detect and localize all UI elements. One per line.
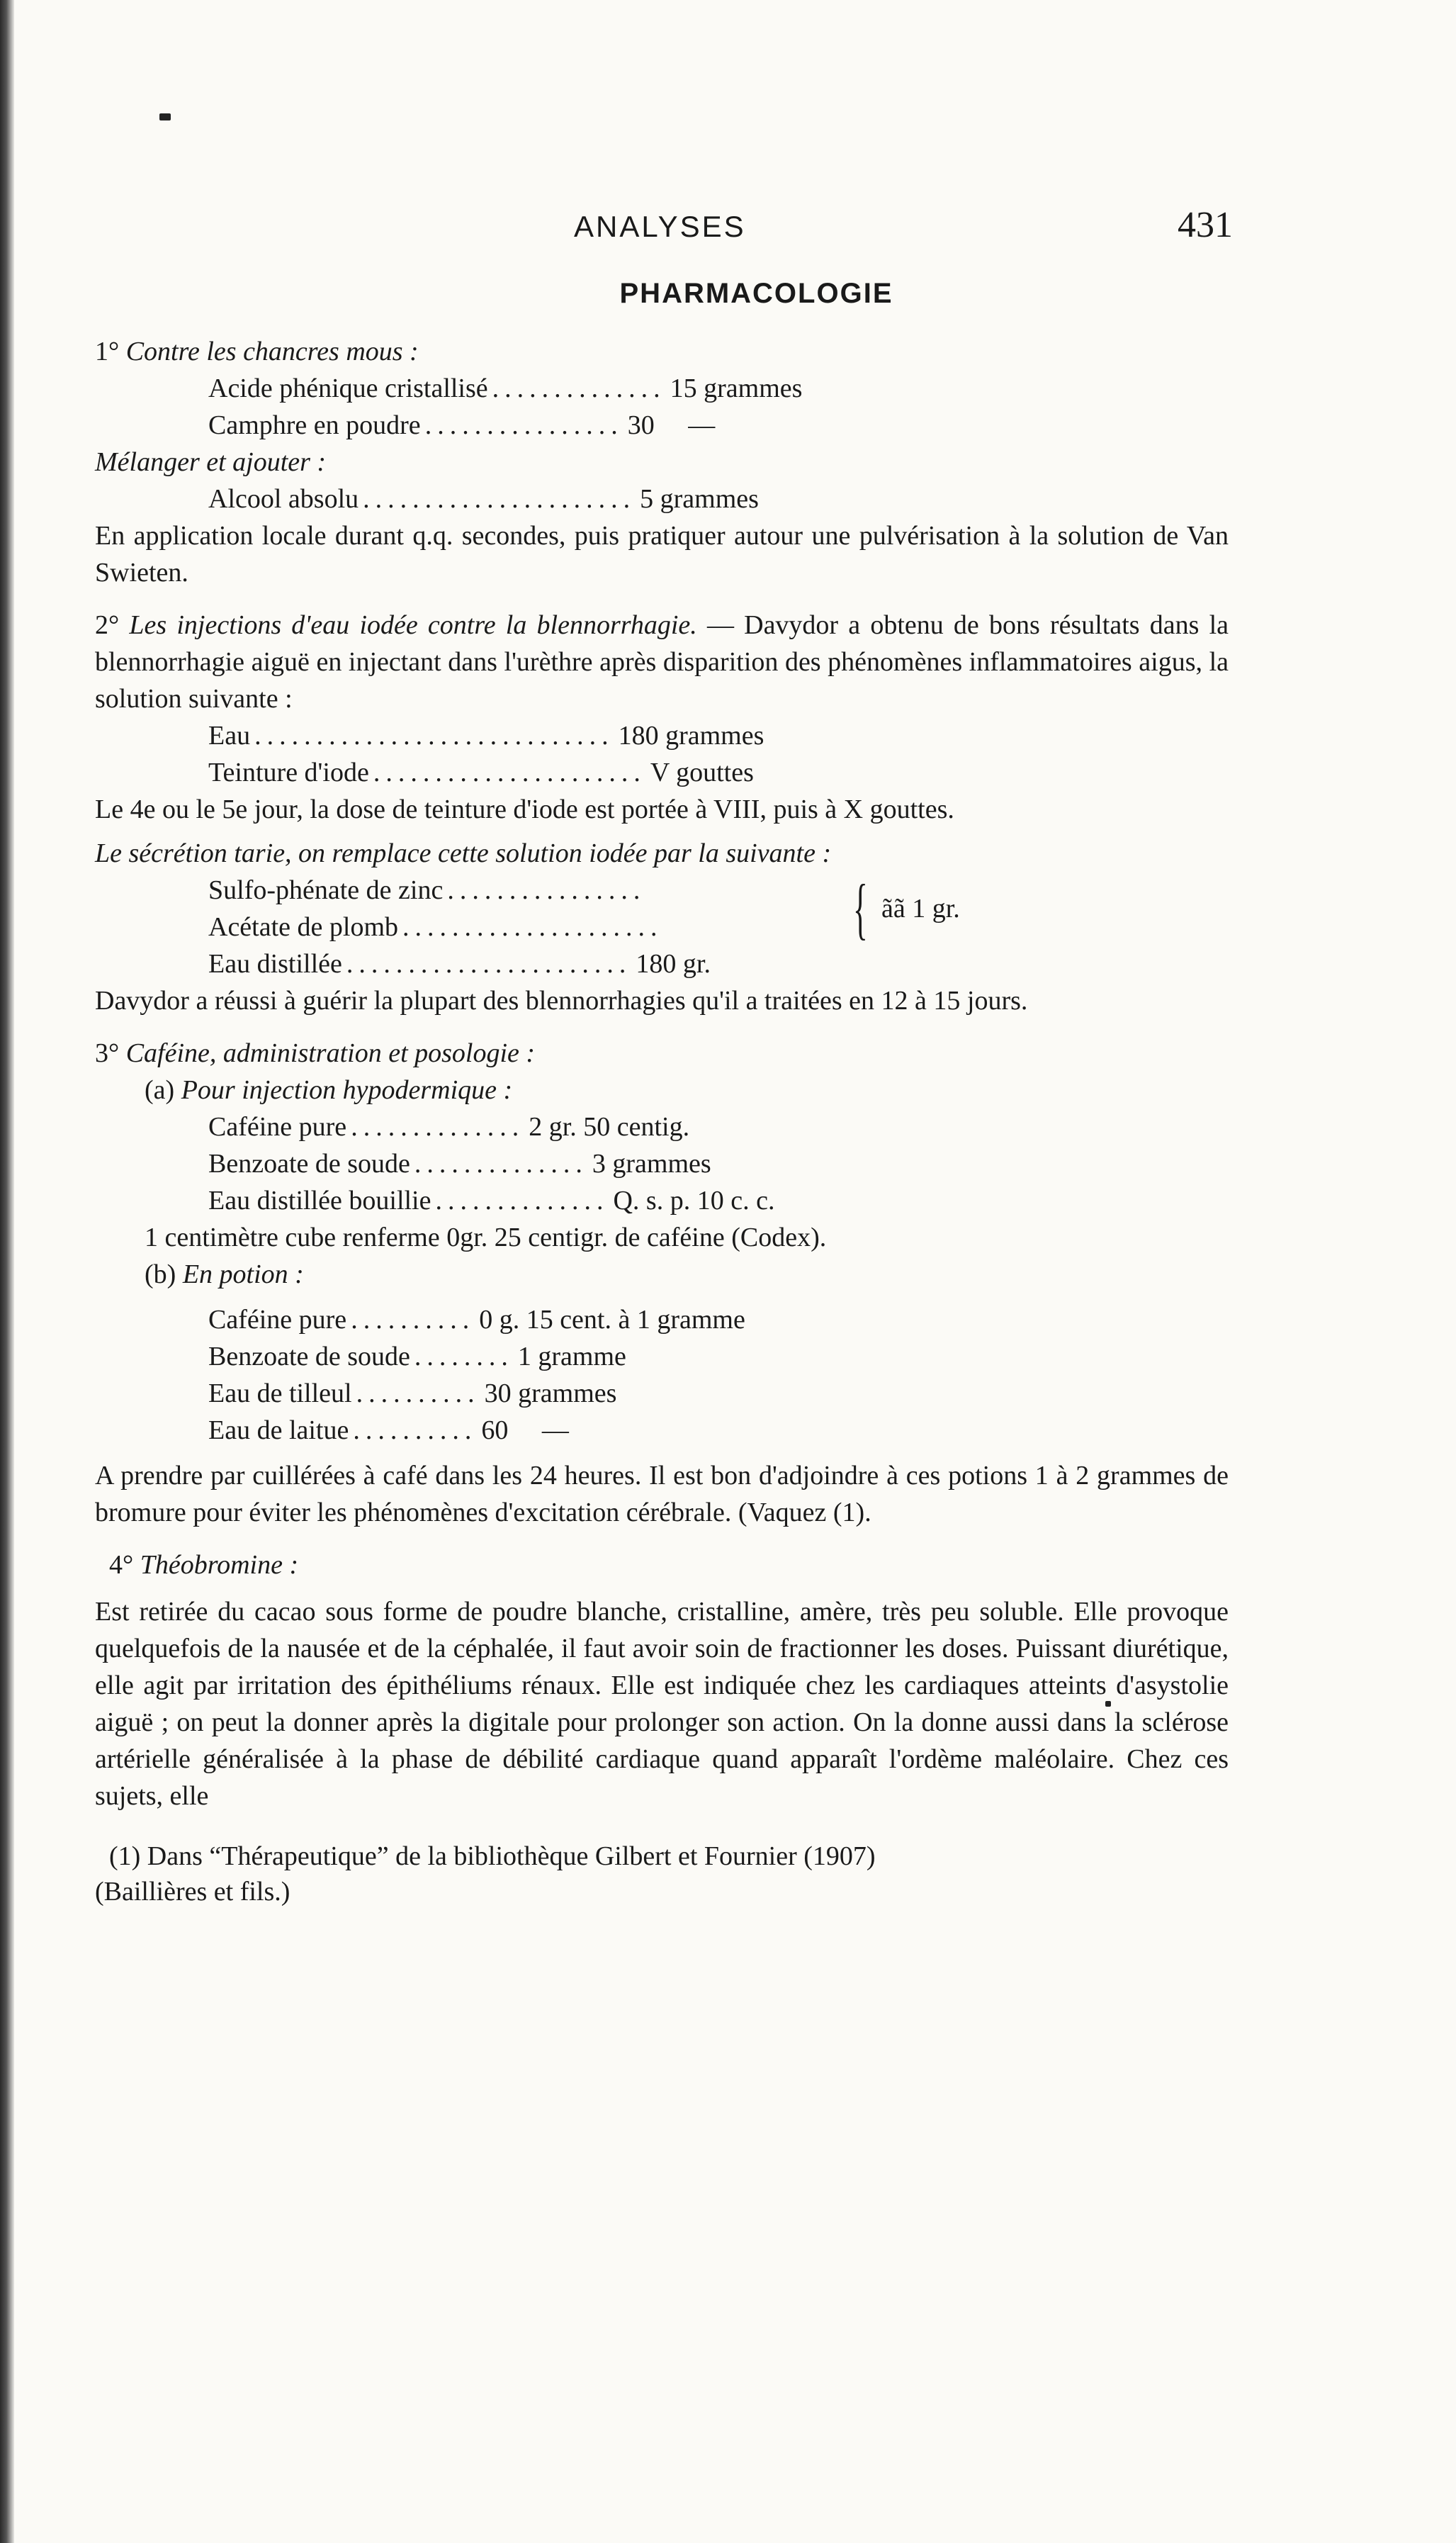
leader-dots: .....................: [402, 912, 663, 942]
prescription-line: [95, 407, 1229, 444]
leader-dots: ..............: [435, 1186, 609, 1216]
ingredient-name: Eau de tilleul: [208, 1379, 352, 1408]
subsection-title: En potion :: [182, 1259, 304, 1289]
ingredient-name: Sulfo-phénate de zinc: [208, 875, 444, 905]
ingredient-name: Eau: [208, 721, 251, 751]
prescription-line: [95, 872, 1229, 909]
prescription-line: [95, 717, 1229, 754]
leader-dots: ..........: [356, 1379, 480, 1408]
prescription-line: [95, 1412, 1229, 1449]
section-number: 4°: [109, 1550, 134, 1580]
ingredient-name: Eau distillée: [208, 949, 342, 979]
leader-dots: .............................: [254, 721, 614, 751]
section-1-heading: [95, 333, 1229, 370]
prescription-line: [95, 1301, 1229, 1338]
ingredient-name: Camphre en poudre: [208, 410, 421, 440]
section-4-heading: [95, 1546, 1229, 1583]
prescription-line: [95, 481, 1229, 517]
page-header: [0, 205, 1456, 252]
subsection-a-heading: [95, 1072, 1229, 1108]
section-title-text: Contre les chancres mous :: [125, 337, 419, 366]
ingredient-name: Eau distillée bouillie: [208, 1186, 431, 1216]
paragraph-text: — Davydor a obtenu de bons résultats dans la blennorrhagie aiguë en injectant dans l'urèthre après disparition des phénomènes inflammatoires aigus, la solution suivante :: [95, 610, 1229, 714]
ingredient-name: Eau de laitue: [208, 1415, 349, 1445]
section-title: PHARMACOLOGIE: [619, 278, 893, 309]
ingredient-name: Benzoate de soude: [208, 1342, 410, 1371]
paragraph: A prendre par cuillérées à café dans les 24 heures. Il est bon d'adjoindre à ces potions 1 à 2 grammes de bromure pour éviter les phénomènes d'excitation cérébrale. (Vaquez (1).: [95, 1461, 1229, 1527]
section-3-heading: [95, 1035, 1229, 1072]
page-body: [95, 333, 1229, 1909]
prescription-line: [95, 1182, 1229, 1219]
subsection-title: Pour injection hypodermique :: [181, 1075, 513, 1105]
leader-dots: ..............: [414, 1149, 588, 1179]
scan-speck: [159, 113, 171, 120]
section-number: 2°: [95, 610, 120, 640]
scan-left-edge: [0, 0, 14, 2543]
prescription-line: [95, 754, 1229, 791]
subsection-label: (b): [145, 1259, 176, 1289]
subsection-label: (a): [145, 1075, 175, 1105]
leader-dots: ........: [414, 1342, 514, 1371]
ingredient-quantity: 180 grammes: [618, 721, 764, 751]
ingredient-name: Acide phénique cristallisé: [208, 374, 488, 403]
ingredient-name: Alcool absolu: [208, 484, 359, 514]
ingredient-name: Acétate de plomb: [208, 912, 399, 942]
ingredient-name: Caféine pure: [208, 1305, 347, 1335]
page-number: 431: [1178, 205, 1233, 245]
footnote-line: (1) Dans “Thérapeutique” de la bibliothèque Gilbert et Fournier (1907): [109, 1841, 876, 1871]
section-number: 1°: [95, 337, 120, 366]
paragraph: Est retirée du cacao sous forme de poudre blanche, cristalline, amère, très peu soluble. Elle provoque quelquefois de la nausée et de la céphalée, il faut avoir soin de fractionner les doses. Puissant diurétique, elle agit par irritation des épithéliums rénaux. Elle est indiquée chez les cardiaques atteints d'asystolie aiguë ; on peut la donner après la digitale pour prolonger son action. On la donne aussi dans la sclérose artérielle généralisée à la phase de débilité cardiaque quand apparaît l'ordème maléolaire. Chez ces sujets, elle: [95, 1597, 1229, 1811]
paragraph: Le sécrétion tarie, on remplace cette solution iodée par la suivante :: [95, 838, 832, 868]
leader-dots: ..........: [353, 1415, 478, 1445]
ingredient-name: Teinture d'iode: [208, 758, 369, 787]
ingredient-quantity: 60 —: [481, 1415, 569, 1445]
paragraph: En application locale durant q.q. secondes, puis pratiquer autour une pulvérisation à la solution de Van Swieten.: [95, 521, 1229, 588]
ingredient-quantity: 30 grammes: [484, 1379, 617, 1408]
prescription-line: [95, 370, 1229, 407]
ingredient-quantity: 3 grammes: [592, 1149, 711, 1179]
paragraph: Davydor a réussi à guérir la plupart des blennorrhagies qu'il a traitées en 12 à 15 jours.: [95, 986, 1028, 1016]
footnote-line: (Baillières et fils.): [95, 1877, 290, 1907]
ingredient-quantity: 1 gramme: [517, 1342, 626, 1371]
section-number: 3°: [95, 1038, 120, 1068]
shared-quantity: ãã 1 gr.: [881, 894, 960, 924]
prescription-line: [95, 909, 1229, 945]
ingredient-name: Benzoate de soude: [208, 1149, 410, 1179]
prescription-line: [95, 1108, 1229, 1145]
prescription-line: [95, 945, 1229, 982]
mix-instruction: Mélanger et ajouter :: [95, 447, 327, 477]
leader-dots: ..............: [492, 374, 666, 403]
ingredient-quantity: Q. s. p. 10 c. c.: [613, 1186, 775, 1216]
section-title-text: Théobromine :: [140, 1550, 299, 1580]
section-2-paragraph: [95, 607, 1229, 717]
running-head: ANALYSES: [574, 210, 746, 243]
prescription-line: [95, 1145, 1229, 1182]
grouped-prescription: [95, 872, 1229, 982]
leader-dots: ................: [447, 875, 646, 905]
ingredient-quantity: 30 —: [627, 410, 716, 440]
ingredient-quantity: 5 grammes: [640, 484, 759, 514]
prescription-line: [95, 1375, 1229, 1412]
footnote: [95, 1839, 1229, 1909]
prescription-line: [95, 1338, 1229, 1375]
ingredient-quantity: V gouttes: [650, 758, 754, 787]
leader-dots: ..........: [351, 1305, 475, 1335]
section-title-text: Caféine, administration et posologie :: [125, 1038, 536, 1068]
section-title-text: Les injections d'eau iodée contre la blennorrhagie.: [129, 610, 697, 640]
ingredient-quantity: 15 grammes: [670, 374, 803, 403]
ingredient-name: Caféine pure: [208, 1112, 347, 1142]
leader-dots: ......................: [363, 484, 636, 514]
subsection-b-heading: [95, 1256, 1229, 1293]
leader-dots: .......................: [346, 949, 632, 979]
leader-dots: ......................: [373, 758, 646, 787]
paragraph: Le 4e ou le 5e jour, la dose de teinture d'iode est portée à VIII, puis à X gouttes.: [95, 795, 954, 824]
leader-dots: ..............: [351, 1112, 525, 1142]
brace-glyph: {: [853, 870, 868, 946]
ingredient-quantity: 180 gr.: [636, 949, 711, 979]
note: 1 centimètre cube renferme 0gr. 25 centigr. de caféine (Codex).: [145, 1223, 827, 1252]
ingredient-quantity: 0 g. 15 cent. à 1 gramme: [479, 1305, 745, 1335]
ingredient-quantity: 2 gr. 50 centig.: [529, 1112, 690, 1142]
leader-dots: ................: [424, 410, 623, 440]
